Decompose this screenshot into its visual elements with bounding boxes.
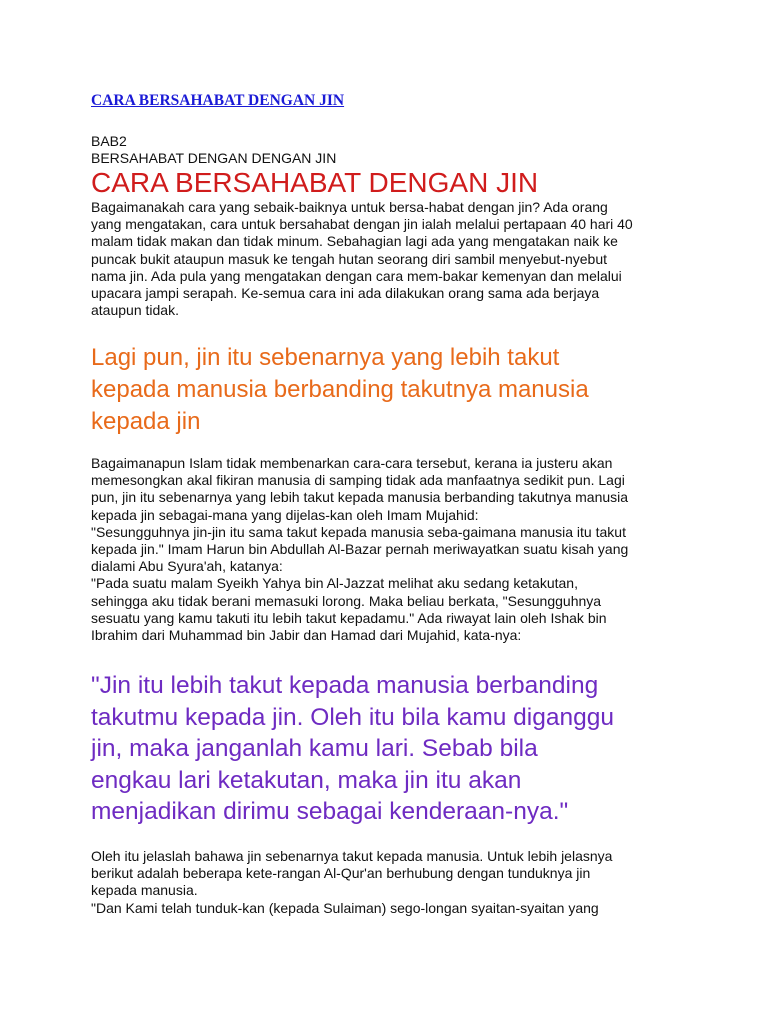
paragraph-line: kepada manusia.	[91, 882, 198, 899]
paragraph-line: Bagaimanapun Islam tidak membenarkan cara-cara tersebut, kerana ia justeru akan	[91, 455, 613, 471]
paragraph-line: malam tidak makan dan tidak minum. Sebahagian lagi ada yang mengatakan naik ke	[91, 233, 618, 250]
chapter-header	[91, 133, 336, 167]
paragraph-body	[91, 455, 651, 644]
paragraph-line: sehingga aku tidak berani memasuki lorong. Maka beliau berkata, "Sesungguhnya	[91, 592, 602, 609]
pull-quote-line: engkau lari ketakutan, maka jin itu akan	[91, 766, 522, 794]
pull-quote-line: jin, maka janganlah kamu lari. Sebab bila	[91, 735, 538, 762]
paragraph-intro	[91, 199, 651, 319]
pull-quote-line: "Jin itu lebih takut kepada manusia berbanding	[91, 672, 599, 699]
pull-quote-line: menjadikan dirimu sebagai kenderaan-nya."	[91, 798, 569, 825]
pull-quote-line: takutmu kepada jin. Oleh itu bila kamu diganggu	[91, 703, 614, 731]
paragraph-line: memesongkan akal fikiran manusia di samping tidak ada manfaatnya sedikit pun. Lagi	[91, 472, 625, 489]
paragraph-line: Oleh itu jelaslah bahawa jin sebenarnya takut kepada manusia. Untuk lebih jelasnya	[91, 848, 613, 864]
paragraph-line: kepada jin." Imam Harun bin Abdullah Al-Bazar pernah meriwayatkan suatu kisah yang	[91, 541, 629, 558]
pull-quote-line: kepada jin	[91, 408, 201, 435]
pull-quote-line: kepada manusia berbanding takutnya manusia	[91, 376, 589, 403]
paragraph-line: pun, jin itu sebenarnya yang lebih takut kepada manusia berbanding takutnya manusia	[91, 489, 629, 506]
paragraph-line: "Sesungguhnya jin-jin itu sama takut kepada manusia seba-gaimana manusia itu takut	[91, 523, 626, 540]
paragraph-line: dialami Abu Syura'ah, katanya:	[91, 558, 283, 575]
main-heading: CARA BERSAHABAT DENGAN JIN	[91, 167, 539, 198]
paragraph-conclusion	[91, 848, 651, 917]
paragraph-line: yang mengatakan, cara untuk bersahabat dengan jin ialah melalui pertapaan 40 hari 40	[91, 216, 633, 233]
pull-quote-line: Lagi pun, jin itu sebenarnya yang lebih takut	[91, 344, 560, 371]
paragraph-line: sesuatu yang kamu takuti itu lebih takut kepadamu." Ada riwayat lain oleh Ishak bin	[91, 609, 607, 626]
chapter-subtitle: BERSAHABAT DENGAN DENGAN JIN	[91, 150, 337, 166]
paragraph-line: kepada jin sebagai-mana yang dijelas-kan oleh Imam Mujahid:	[91, 506, 479, 523]
paragraph-line: ataupun tidak.	[91, 302, 179, 319]
paragraph-line: "Pada suatu malam Syeikh Yahya bin Al-Jazzat melihat aku sedang ketakutan,	[91, 575, 578, 592]
paragraph-line: "Dan Kami telah tunduk-kan (kepada Sulaiman) sego-longan syaitan-syaitan yang	[91, 899, 599, 916]
pull-quote-orange	[91, 342, 589, 438]
paragraph-line: berikut adalah beberapa kete-rangan Al-Qur'an berhubung dengan tunduknya jin	[91, 865, 591, 882]
chapter-label: BAB2	[91, 133, 127, 149]
paragraph-line: puncak bukit ataupun masuk ke tengah hutan seorang diri sambil menyebut-nyebut	[91, 250, 607, 267]
paragraph-line: nama jin. Ada pula yang mengatakan dengan cara mem-bakar kemenyan dan melalui	[91, 267, 622, 284]
paragraph-line: upacara jampi serapah. Ke-semua cara ini ada dilakukan orang sama ada berjaya	[91, 285, 600, 302]
paragraph-line: Bagaimanakah cara yang sebaik-baiknya untuk bersa-habat dengan jin? Ada orang	[91, 199, 608, 215]
title-link[interactable]: CARA BERSAHABAT DENGAN JIN	[91, 92, 345, 109]
paragraph-line: Ibrahim dari Muhammad bin Jabir dan Hamad dari Mujahid, kata-nya:	[91, 627, 522, 644]
pull-quote-purple	[91, 670, 614, 828]
